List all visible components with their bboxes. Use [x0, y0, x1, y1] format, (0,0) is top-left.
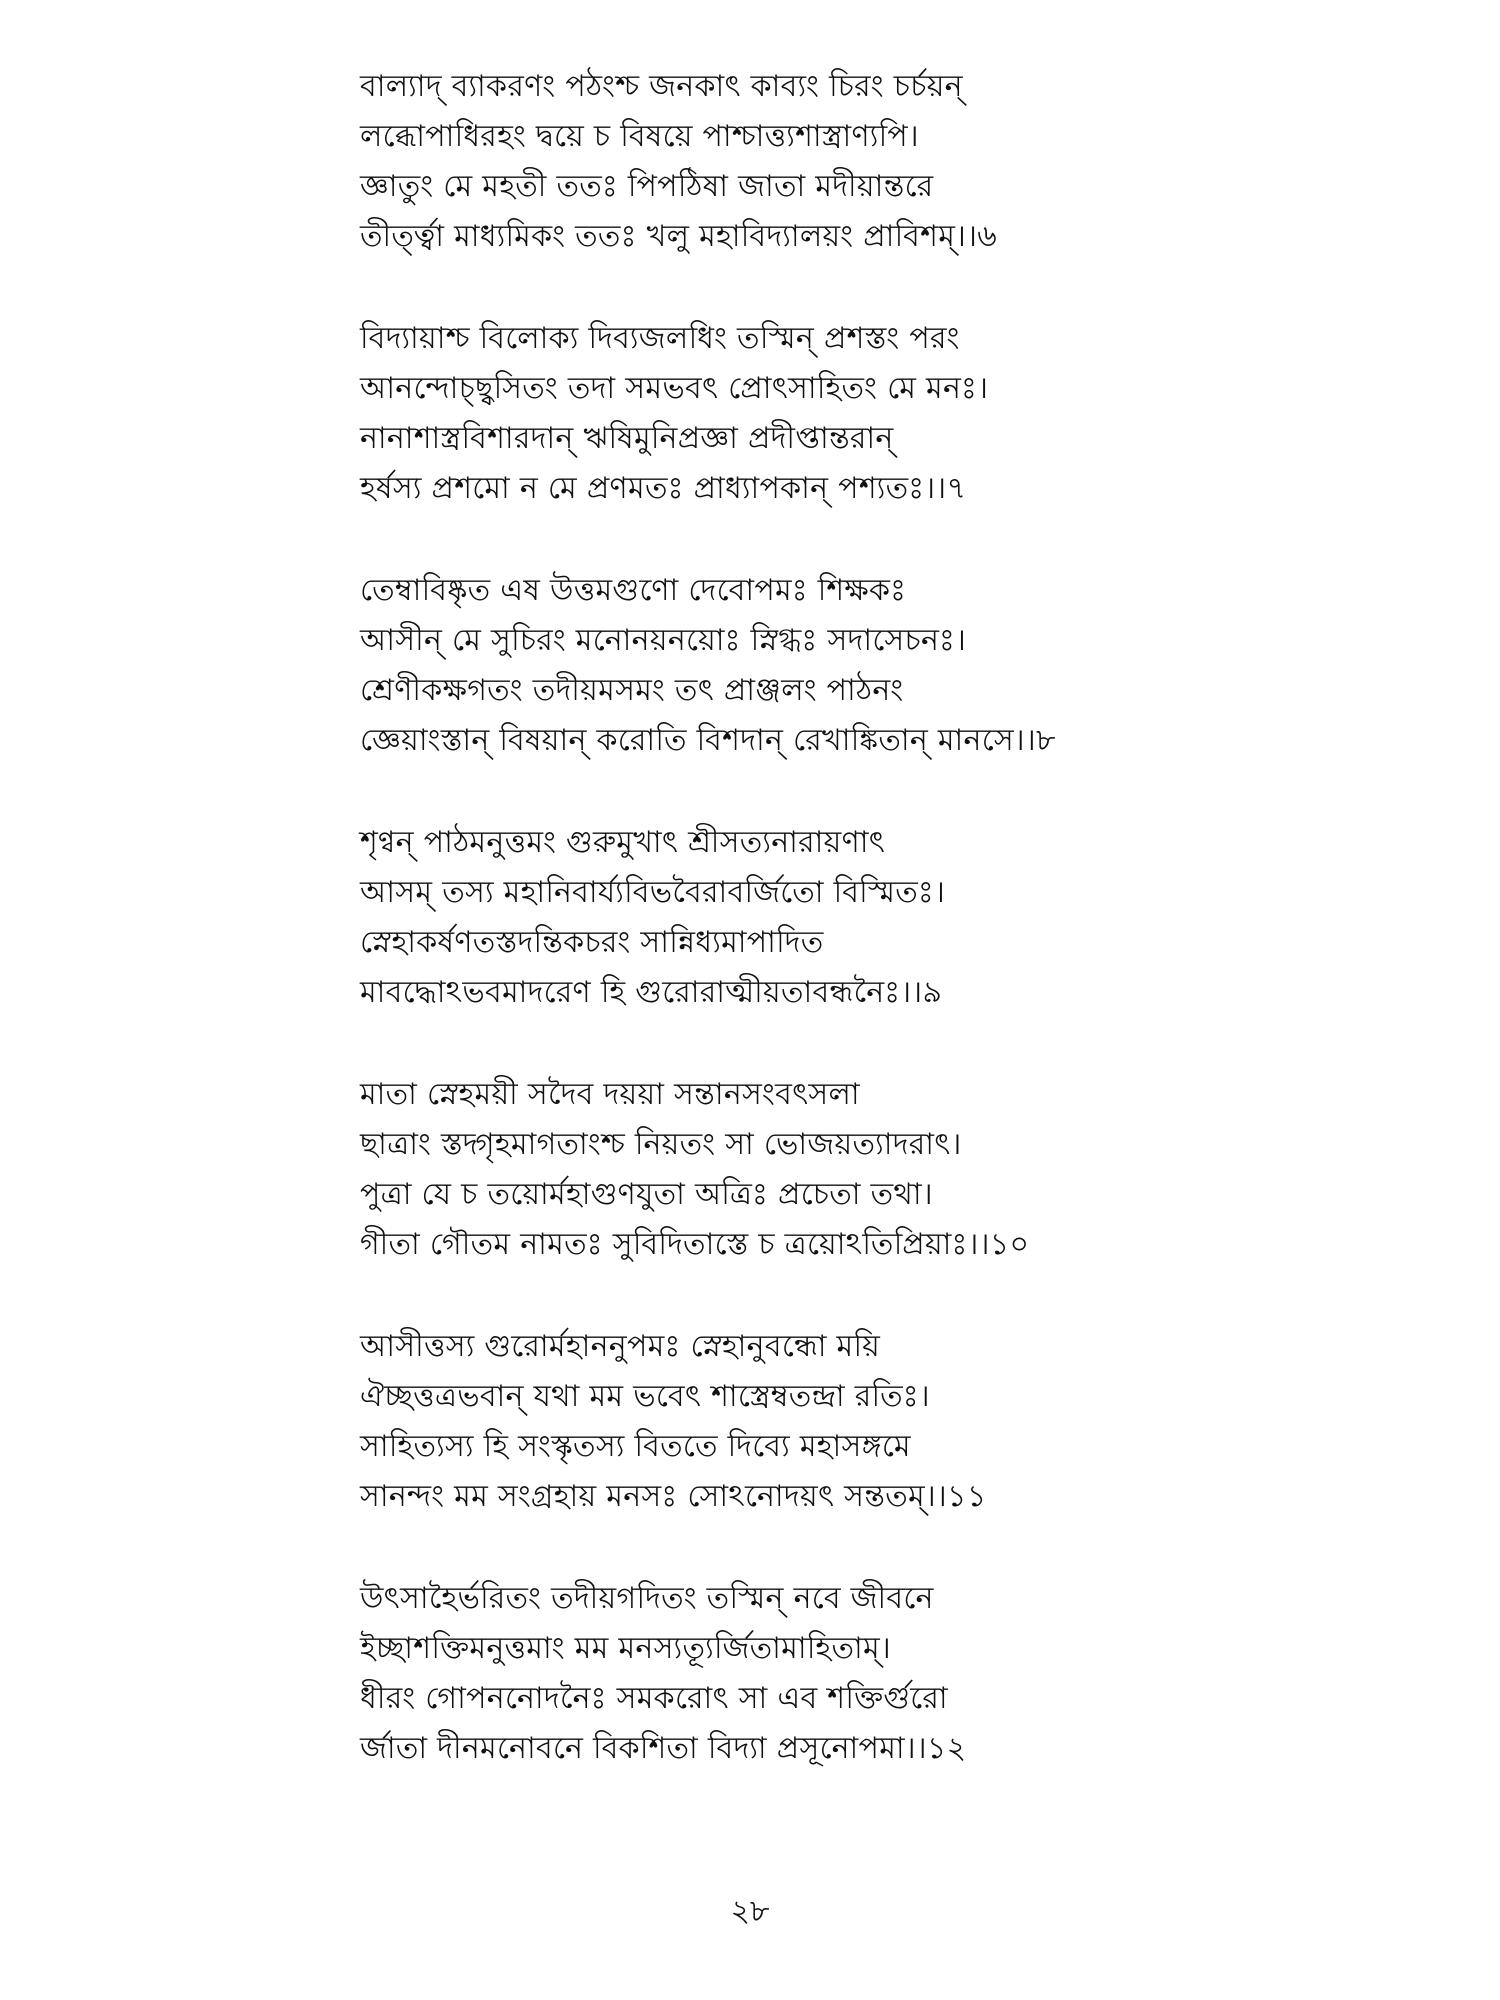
verse-line: ঐচ্ছত্তত্রভবান্ যথা মম ভবেৎ শাস্ত্রেম্বতন্দ্রা রতিঃ।: [360, 1379, 930, 1414]
verse-line: জ্ঞাতুং মে মহতী ততঃ পিপঠিষা জাতা মদীয়ান্তরে: [360, 169, 934, 204]
verse-line: স্নেহাকর্ষণতস্তদন্তিকচরং সান্নিধ্যমাপাদিত: [360, 925, 824, 960]
verse-line: পুত্রা যে চ তয়োর্মহাগুণযুতা অত্রিঃ প্রচেতা তথা।: [360, 1177, 933, 1212]
stanza-7: [360, 314, 1360, 514]
verse-line: নানাশাস্ত্রবিশারদান্ ঋষিমুনিপ্রজ্ঞা প্রদীপ্তান্তরান্: [360, 421, 894, 456]
verse-line: শ্রেণীকক্ষগতং তদীয়মসমং তৎ প্রাঞ্জলং পাঠনং: [360, 673, 904, 708]
page-number: ২৮: [730, 1894, 770, 1929]
verse-line: ছাত্রাং স্তদ্গৃহমাগতাংশ্চ নিয়তং সা ভোজয়ত্যাদরাৎ।: [360, 1127, 962, 1162]
verse-line: ইচ্ছাশক্তিমনুত্তমাং মম মনস্যত্যূর্জিতামাহিতাম্।: [360, 1631, 891, 1666]
verse-line: হর্ষস্য প্রশমো ন মে প্রণমতঃ প্রাধ্যাপকান্ পশ্যতঃ।।৭: [360, 471, 967, 506]
verse-line: ধীরং গোপননোদনৈঃ সমকরোৎ সা এব শক্তির্গুরো: [360, 1681, 948, 1716]
stanza-12: [360, 1574, 1360, 1774]
stanza-9: [360, 818, 1360, 1018]
verse-line: সাহিত্যস্য হি সংস্কৃতস্য বিততে দিব্যে মহাসঙ্গমে: [360, 1429, 911, 1464]
verse-line: মাতা স্নেহময়ী সদৈব দয়য়া সন্তানসংবৎসলা: [360, 1077, 860, 1112]
stanza-6: [360, 62, 1360, 262]
verse-line: জ্ঞেয়াংস্তান্ বিষয়ান্ করোতি বিশদান্ রেখাঙ্কিতান্ মানসে।।৮: [360, 723, 1056, 758]
verse-line: আসম্ তস্য মহানিবার্য্যবিভবৈরাবর্জিতো বিস্মিতঃ।: [360, 875, 946, 910]
verse-line: বাল্যাদ্ ব্যাকরণং পঠংশ্চ জনকাৎ কাব্যং চিরং চর্চয়ন্: [360, 69, 963, 104]
verse-line: বিদ্যায়াশ্চ বিলোক্য দিব্যজলধিং তস্মিন্ প্রশস্তং পরং: [360, 321, 960, 356]
verse-line: মাবদ্ধোঽভবমাদরেণ হি গুরোরাত্মীয়তাবন্ধনৈঃ।।৯: [360, 975, 943, 1010]
stanza-10: [360, 1070, 1360, 1270]
verse-line: তেম্বাবিষ্কৃত এষ উত্তমগুণো দেবোপমঃ শিক্ষকঃ: [360, 573, 907, 608]
verse-line: সানন্দং মম সংগ্রহায় মনসঃ সোঽনোদয়ৎ সন্ততম্।।১১: [360, 1479, 987, 1514]
verse-line: গীতা গৌতম নামতঃ সুবিদিতাস্তে চ ত্রয়োঽতিপ্রিয়াঃ।।১০: [360, 1227, 1030, 1262]
verse-line: উৎসাহৈর্ভরিতং তদীয়গদিতং তস্মিন্ নবে জীবনে: [360, 1581, 934, 1616]
verse-line: তীর্ত্ত্বা মাধ্যমিকং ততঃ খলু মহাবিদ্যালয়ং প্রাবিশম্।।৬: [360, 219, 998, 254]
verse-line: আসীত্তস্য গুরোর্মহাননুপমঃ স্নেহানুবন্ধো ময়ি: [360, 1329, 881, 1364]
verse-line: র্জাতা দীনমনোবনে বিকশিতা বিদ্যা প্রসূনোপমা।।১২: [360, 1731, 967, 1766]
verse-line: আনন্দোচ্ছ্বসিতং তদা সমভবৎ প্রোৎসাহিতং মে মনঃ।: [360, 371, 989, 406]
verse-line: আসীন্ মে সুচিরং মনোনয়নয়োঃ স্নিগ্ধঃ সদাসেচনঃ।: [360, 623, 967, 658]
verse-block: [360, 62, 1360, 1826]
stanza-11: [360, 1322, 1360, 1522]
verse-line: লব্ধোপাধিরহং দ্বয়ে চ বিষয়ে পাশ্চাত্ত্যশাস্ত্রাণ্যপি।: [360, 119, 919, 154]
verse-line: শৃণ্বন্ পাঠমনুত্তমং গুরুমুখাৎ শ্রীসত্যনারায়ণাৎ: [360, 825, 886, 860]
stanza-8: [360, 566, 1360, 766]
